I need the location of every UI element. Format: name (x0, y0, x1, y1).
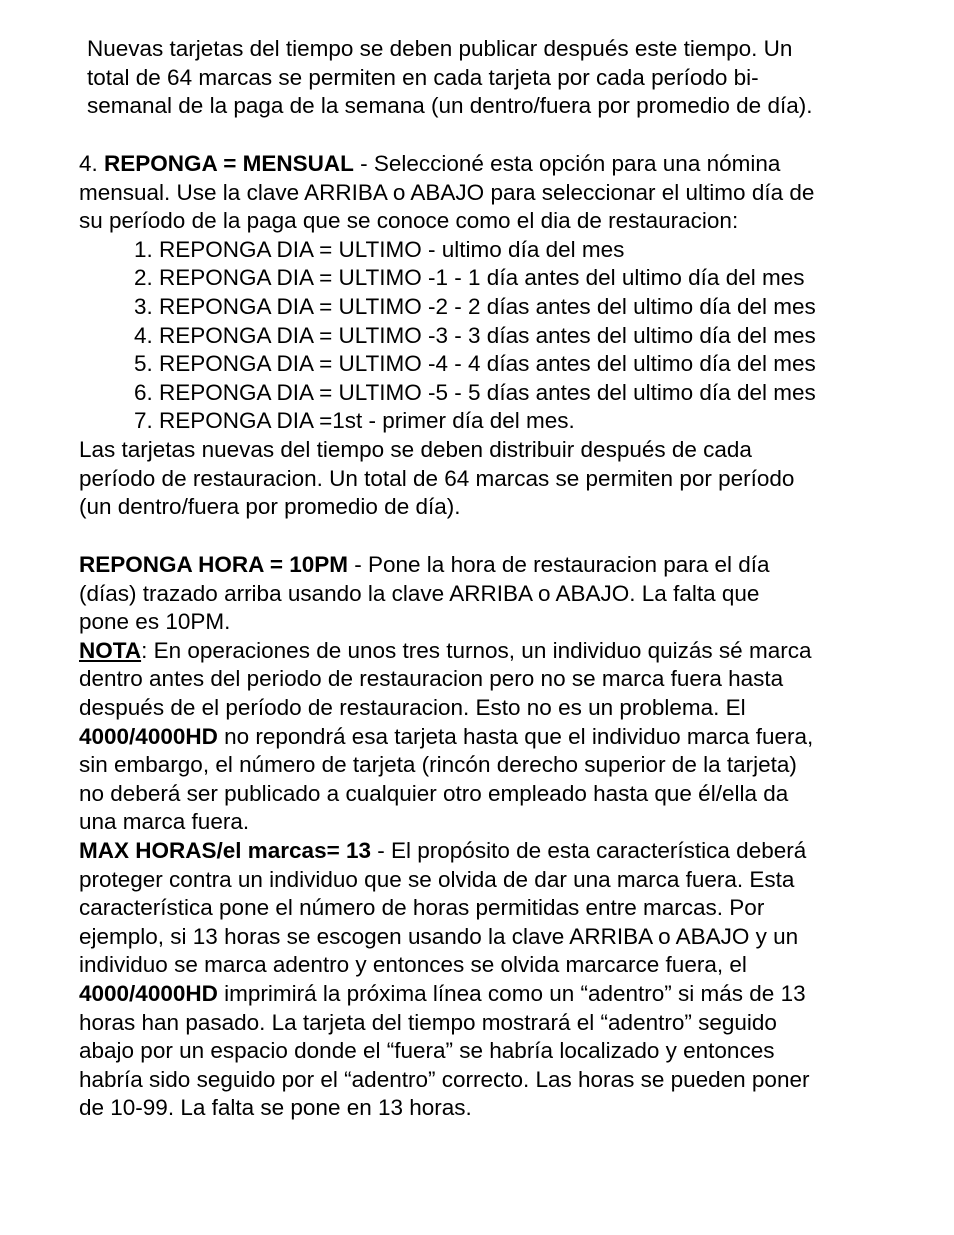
max-horas-line: horas han pasado. La tarjeta del tiempo mostrará el “adentro” seguido (79, 1009, 777, 1035)
option-item: 5. REPONGA DIA = ULTIMO -4 - 4 días antes del ultimo día del mes (134, 351, 816, 377)
section-4-after-line: Las tarjetas nuevas del tiempo se deben distribuir después de cada (79, 436, 752, 462)
section-4-line: mensual. Use la clave ARRIBA o ABAJO para seleccionar el ultimo día de (79, 179, 815, 205)
nota-line: sin embargo, el número de tarjeta (rincón derecho superior de la tarjeta) (79, 752, 797, 778)
max-horas-title: MAX HORAS/el marcas= 13 (79, 837, 372, 863)
section-4 (79, 150, 909, 522)
nota-line: después de el período de restauracion. Esto no es un problema. El (79, 694, 746, 720)
nota-model-line (79, 723, 909, 752)
reponga-hora-heading-rest: - Pone la hora de restauracion para el día (348, 552, 770, 577)
reponga-hora-heading-line (79, 551, 909, 580)
option-item: 2. REPONGA DIA = ULTIMO -1 - 1 día antes del ultimo día del mes (134, 265, 805, 291)
max-horas-line: característica pone el número de horas permitidas entre marcas. Por (79, 895, 765, 921)
option-item: 1. REPONGA DIA = ULTIMO - ultimo día del mes (134, 236, 625, 262)
section-4-after-line: período de restauracion. Un total de 64 marcas se permiten por período (79, 465, 795, 491)
max-horas-model-rest: imprimirá la próxima línea como un “adentro” si más de 13 (217, 980, 806, 1006)
nota-line: dentro antes del periodo de restauracion pero no se marca fuera hasta (79, 666, 784, 692)
max-horas-heading-line (79, 837, 909, 866)
nota-line: no deberá ser publicado a cualquier otro empleado hasta que él/ella da (79, 780, 789, 806)
nota-model-rest: no repondrá esa tarjeta hasta que el individuo marca fuera, (217, 723, 814, 749)
reponga-hora-line: pone es 10PM. (79, 609, 231, 635)
max-horas-line: proteger contra un individuo que se olvida de dar una marca fuera. Esta (79, 866, 795, 892)
max-horas-line: abajo por un espacio donde el “fuera” se habría localizado y entonces (79, 1038, 775, 1064)
intro-paragraph (87, 35, 917, 121)
max-horas-line: individuo se marca adentro y entonces se olvida marcarce fuera, el (79, 952, 747, 978)
nota-label: NOTA (79, 637, 142, 663)
section-4-title: REPONGA = MENSUAL (104, 151, 354, 176)
option-item: 4. REPONGA DIA = ULTIMO -3 - 3 días antes del ultimo día del mes (134, 322, 816, 348)
section-4-after-line: (un dentro/fuera por promedio de día). (79, 494, 461, 520)
max-horas-line: habría sido seguido por el “adentro” correcto. Las horas se pueden poner (79, 1066, 810, 1092)
max-horas-heading-rest: - El propósito de esta característica deberá (371, 837, 807, 863)
max-horas-model-line (79, 980, 909, 1009)
section-4-number: 4. (79, 151, 105, 176)
reponga-hora-section (79, 551, 909, 1123)
section-4-line: su período de la paga que se conoce como el dia de restauracion: (79, 208, 739, 234)
nota-model: 4000/4000HD (79, 723, 218, 749)
max-horas-line: de 10-99. La falta se pone en 13 horas. (79, 1095, 472, 1121)
max-horas-line: ejemplo, si 13 horas se escogen usando la clave ARRIBA o ABAJO y un (79, 923, 799, 949)
reponga-hora-title: REPONGA HORA = 10PM (79, 552, 349, 577)
section-4-heading-line (79, 150, 909, 179)
max-horas-model: 4000/4000HD (79, 980, 218, 1006)
intro-line: total de 64 marcas se permiten en cada tarjeta por cada período bi- (87, 64, 759, 90)
nota-line: una marca fuera. (79, 809, 250, 835)
option-item: 6. REPONGA DIA = ULTIMO -5 - 5 días antes del ultimo día del mes (134, 379, 816, 405)
nota-heading-line (79, 637, 909, 666)
intro-line: Nuevas tarjetas del tiempo se deben publicar después este tiempo. Un (87, 36, 793, 61)
option-item: 7. REPONGA DIA =1st - primer día del mes. (134, 408, 575, 434)
intro-line: semanal de la paga de la semana (un dentro/fuera por promedio de día). (87, 93, 813, 119)
option-item: 3. REPONGA DIA = ULTIMO -2 - 2 días antes del ultimo día del mes (134, 293, 816, 319)
nota-heading-rest: : En operaciones de unos tres turnos, un individuo quizás sé marca (141, 637, 812, 663)
section-4-heading-rest: - Seleccioné esta opción para una nómina (353, 151, 781, 176)
reponga-hora-line: (días) trazado arriba usando la clave ARRIBA o ABAJO. La falta que (79, 580, 760, 606)
